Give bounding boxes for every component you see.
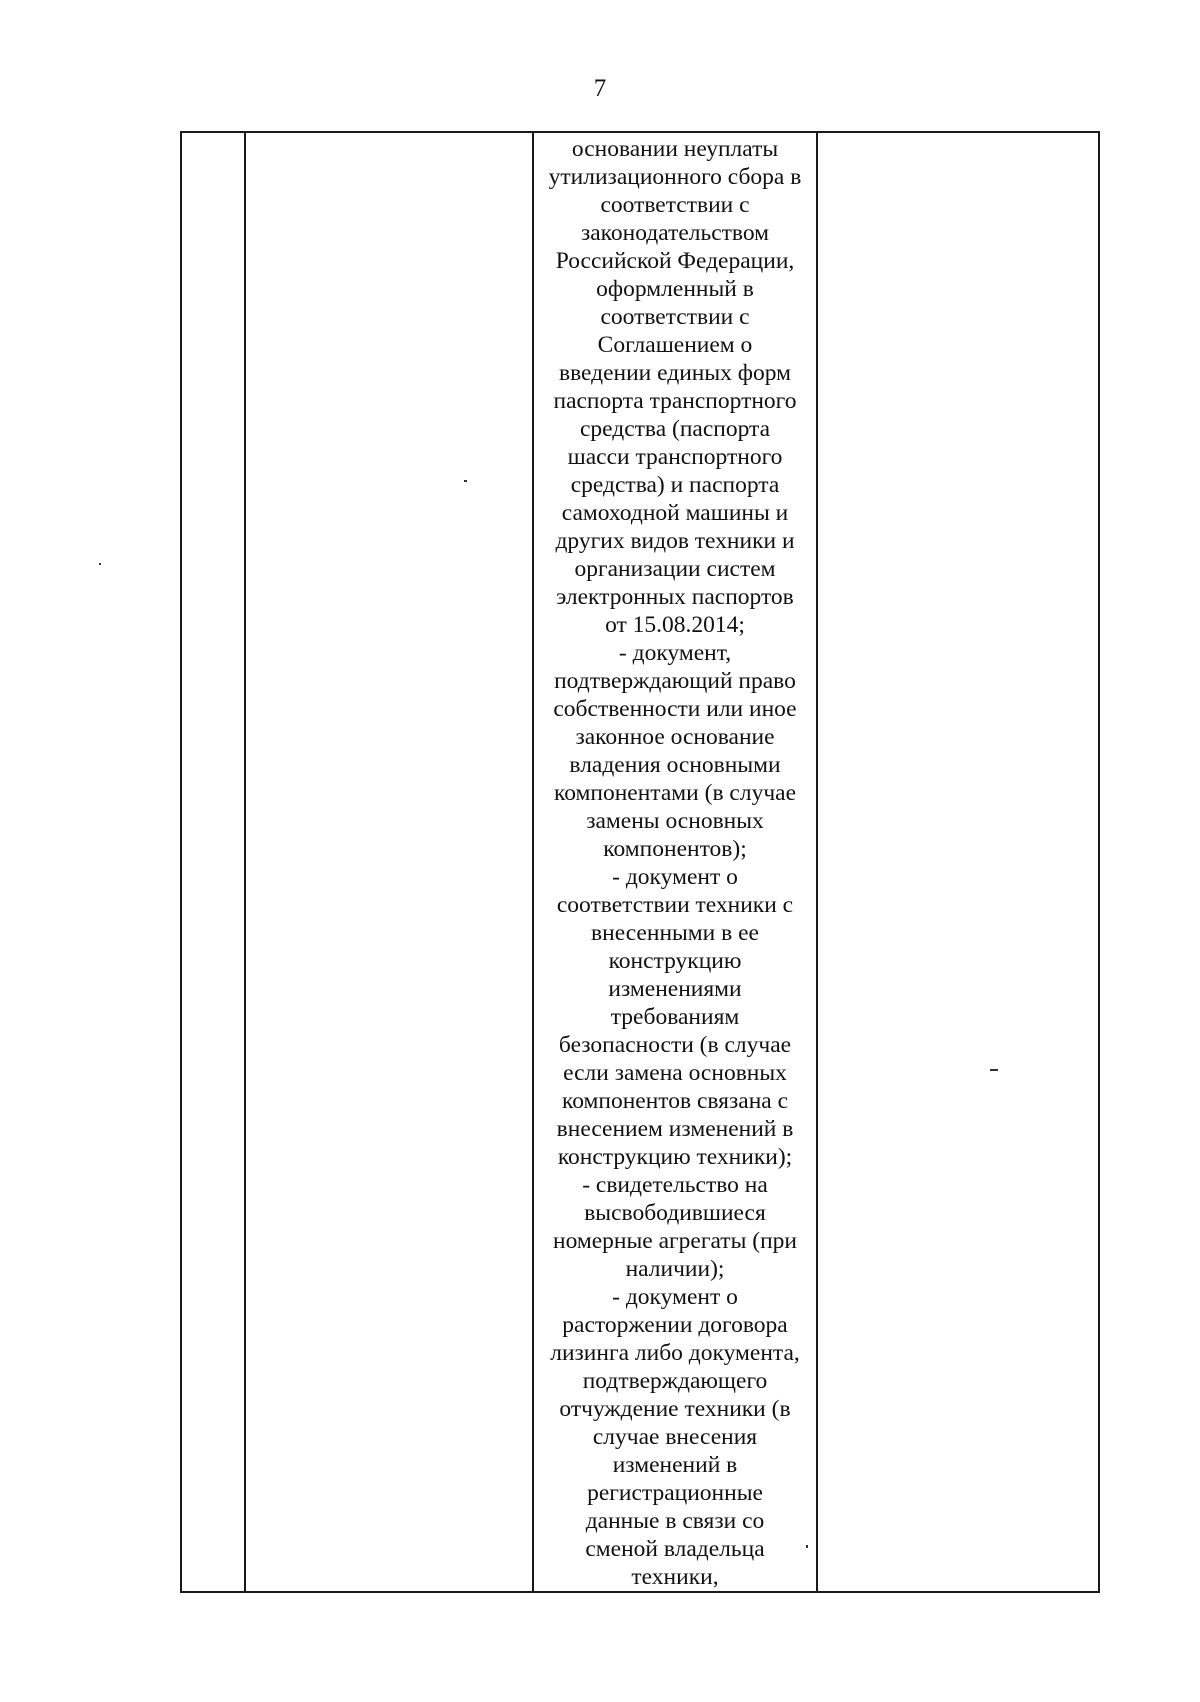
cell-text-line: сменой владельца — [585, 1536, 765, 1562]
cell-text-line: наличии); — [625, 1256, 725, 1282]
scan-speck — [990, 1069, 998, 1071]
requirements-table — [180, 131, 1100, 1593]
cell-text-line: шасси транспортного — [567, 444, 783, 470]
cell-text-line: компонентов); — [603, 836, 747, 862]
cell-text-line: Соглашением о — [597, 332, 753, 358]
cell-text-line: паспорта транспортного — [553, 388, 797, 414]
cell-text-line: высвободившиеся — [584, 1200, 766, 1226]
cell-text-line: - свидетельство на — [582, 1172, 768, 1198]
cell-text-line: конструкцию — [608, 948, 742, 974]
table-cell-name — [245, 132, 533, 1592]
cell-text-line: подтверждающего — [582, 1368, 768, 1394]
cell-text-line: собственности или иное — [553, 696, 797, 722]
cell-text-line: номерные агрегаты (при — [553, 1228, 797, 1254]
cell-text-line: случае внесения — [592, 1424, 758, 1450]
cell-text-line: если замена основных — [563, 1060, 787, 1086]
table-cell-number — [181, 132, 245, 1592]
cell-text-line: введении единых форм — [558, 360, 792, 386]
cell-text-line: средства (паспорта — [579, 416, 771, 442]
cell-text-line: данные в связи со — [585, 1508, 765, 1534]
cell-text-line: безопасности (в случае — [558, 1032, 792, 1058]
cell-text-line: владения основными — [569, 752, 781, 778]
cell-text-line: основании неуплаты — [571, 136, 779, 162]
cell-text-line: расторжении договора — [562, 1312, 788, 1338]
documents-text — [534, 133, 816, 1591]
cell-text-line: - документ о — [612, 864, 738, 890]
cell-text-line: от 15.08.2014; — [605, 612, 745, 638]
cell-text-line: компонентами (в случае — [554, 780, 796, 806]
cell-text-line: внесением изменений в — [556, 1116, 794, 1142]
table-cell-documents — [533, 132, 817, 1592]
cell-text-line: подтверждающий право — [554, 668, 796, 694]
cell-text-line: изменениями — [608, 976, 742, 1002]
cell-text-line: отчуждение техники (в — [559, 1396, 791, 1422]
cell-text-line: - документ о — [612, 1284, 738, 1310]
cell-text-line: замены основных — [586, 808, 764, 834]
scan-speck — [99, 563, 101, 565]
cell-text-line: других видов техники и — [555, 528, 795, 554]
cell-text-line: техники, — [631, 1564, 719, 1590]
table-cell-notes — [817, 132, 1099, 1592]
cell-text-line: конструкцию техники); — [557, 1144, 793, 1170]
cell-text-line: оформленный в — [596, 276, 754, 302]
cell-text-line: требованиям — [610, 1004, 740, 1030]
cell-text-line: регистрационные — [587, 1480, 763, 1506]
cell-text-line: компонентов связана с — [561, 1088, 789, 1114]
cell-text-line: соответствии с — [600, 192, 750, 218]
cell-text-line: законное основание — [575, 724, 775, 750]
cell-text-line: утилизационного сбора в — [548, 164, 802, 190]
scan-speck — [806, 1545, 808, 1548]
cell-text-line: законодательством — [580, 220, 770, 246]
cell-text-line: соответствии с — [600, 304, 750, 330]
cell-text-line: внесенными в ее — [591, 920, 759, 946]
page-number: 7 — [593, 75, 607, 102]
cell-text-line: соответствии техники с — [556, 892, 794, 918]
cell-text-line: изменений в — [612, 1452, 738, 1478]
cell-text-line: самоходной машины и — [561, 500, 789, 526]
cell-text-line: лизинга либо документа, — [550, 1340, 800, 1366]
table-row — [181, 132, 1099, 1592]
cell-text-line: средства) и паспорта — [570, 472, 780, 498]
cell-text-line: электронных паспортов — [556, 584, 794, 610]
cell-text-line: организации систем — [574, 556, 776, 582]
scan-speck — [464, 480, 467, 482]
cell-text-line: - документ, — [618, 640, 732, 666]
cell-text-line: Российской Федерации, — [555, 248, 795, 274]
